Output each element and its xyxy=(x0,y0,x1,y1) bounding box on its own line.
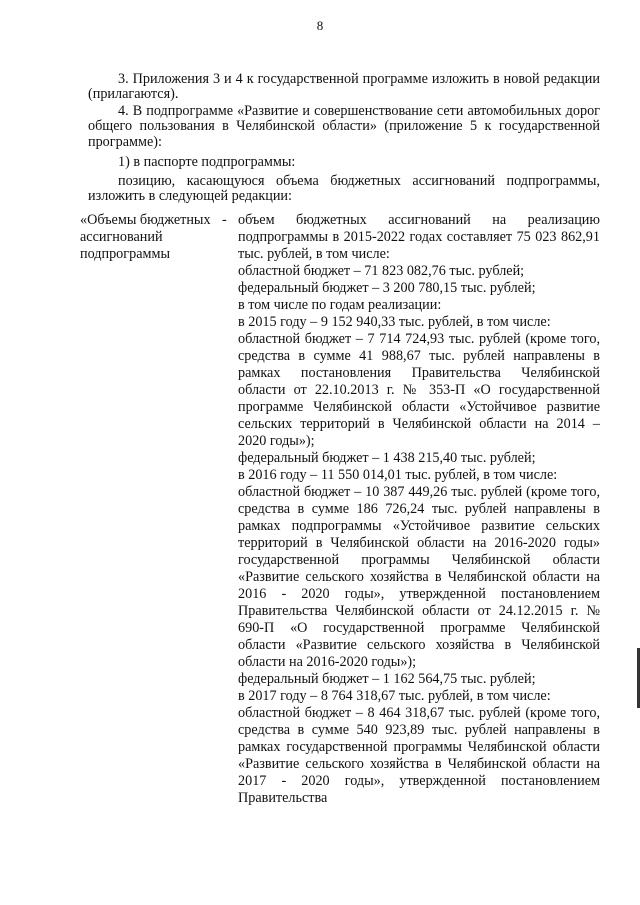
paragraph-item-4: 4. В подпрограмме «Развитие и совершенствование сети автомобильных дорог общего пользования в Челябинской области» (приложение 5 к государственной программе): xyxy=(88,103,600,150)
passport-line: областной бюджет – 7 714 724,93 тыс. рублей (кроме того, средства в сумме 41 988,67 тыс. рублей направлены в рамках постановления Правительства Челябинской области от 22.10.2013 г. № 353-П «О государственной программе Челябинской области «Устойчивое развитие сельских территорий в Челябинской области на 2014 – 2020 годы»); xyxy=(238,331,600,449)
passport-line: федеральный бюджет – 1 162 564,75 тыс. рублей; xyxy=(238,671,536,687)
paragraph-position: позицию, касающуюся объема бюджетных ассигнований подпрограммы, изложить в следующей редакции: xyxy=(88,173,600,205)
page-number: 8 xyxy=(316,18,324,33)
passport-line: в 2017 году – 8 764 318,67 тыс. рублей, в том числе: xyxy=(238,688,551,704)
passport-line: федеральный бюджет – 3 200 780,15 тыс. рублей; xyxy=(238,280,536,296)
passport-line: в 2015 году – 9 152 940,33 тыс. рублей, в том числе: xyxy=(238,314,551,330)
passport-label: «Объемы бюджетных ассигнований подпрограммы xyxy=(80,212,211,262)
passport-line: областной бюджет – 10 387 449,26 тыс. рублей (кроме того, средства в сумме 186 726,24 тыс. рублей направлены в рамках подпрограммы «Устойчивое развитие сельских территорий в Челябинской области на 2016-2020 годы» государственной программы Челябинской области «Развитие сельского хозяйства в Челябинской области на 2016 - 2020 годы», утвержденной постановлением Правительства Челябинской области от 24.12.2015 г. № 690-П «О государственной программе Челябинской области «Развитие сельского хозяйства в Челябинской области на 2016-2020 годы»); xyxy=(238,484,600,670)
paragraph-item-3: 3. Приложения 3 и 4 к государственной программе изложить в новой редакции (прилагаются). xyxy=(88,71,600,103)
passport-dash: - xyxy=(222,212,227,228)
paragraph-passport: 1) в паспорте подпрограммы: xyxy=(118,154,296,170)
passport-line: областной бюджет – 8 464 318,67 тыс. рублей (кроме того, средства в сумме 540 923,89 тыс. рублей направлены в рамках государственной программы Челябинской области «Развитие сельского хозяйства в Челябинской области на 2017 - 2020 годы», утвержденной постановлением Правительства xyxy=(238,705,600,806)
passport-line: в 2016 году – 11 550 014,01 тыс. рублей, в том числе: xyxy=(238,467,558,483)
passport-line: в том числе по годам реализации: xyxy=(238,297,442,313)
passport-content xyxy=(238,212,600,807)
passport-line: федеральный бюджет – 1 438 215,40 тыс. рублей; xyxy=(238,450,536,466)
passport-line: областной бюджет – 71 823 082,76 тыс. рублей; xyxy=(238,263,525,279)
passport-line: объем бюджетных ассигнований на реализацию подпрограммы в 2015-2022 годах составляет 75 023 862,91 тыс. рублей, в том числе: xyxy=(238,212,600,262)
